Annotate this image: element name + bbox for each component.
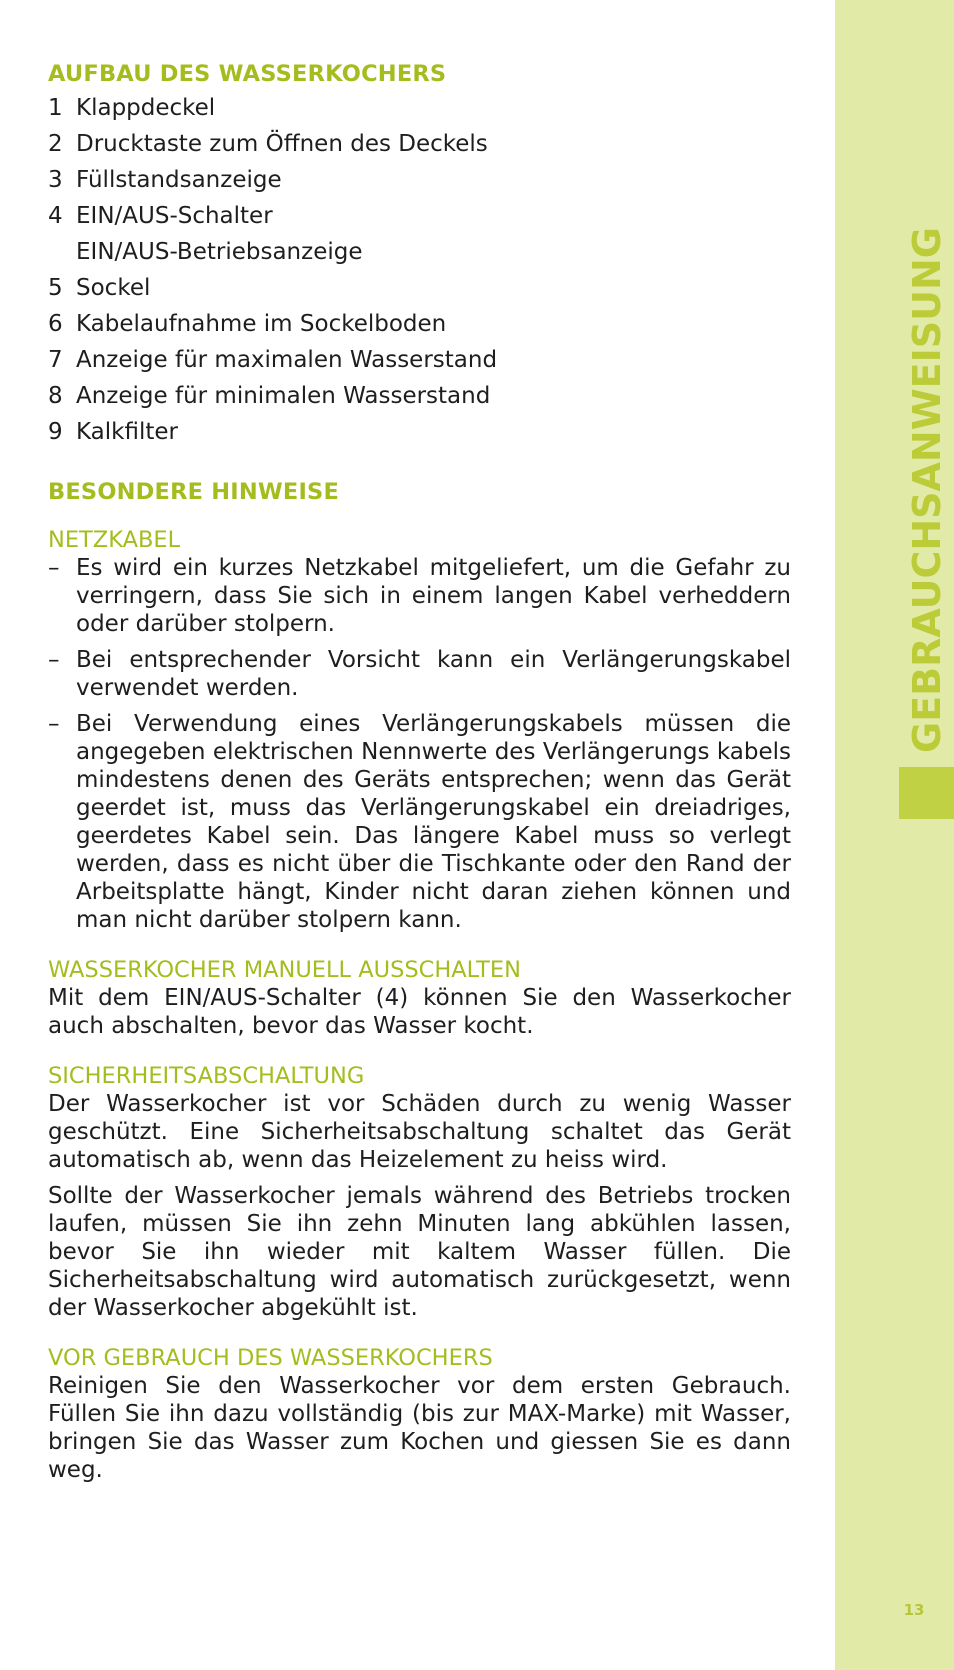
paragraph-vorgebrauch: Reinigen Sie den Wasserkocher vor dem ersten Gebrauch. Füllen Sie ihn dazu vollständig (bis zur MAX-Marke) mit Wasser, bringen Sie das Wasser zum Kochen und giessen Sie es dann weg. [48, 1373, 791, 1483]
paragraph-sicherheit-2: Sollte der Wasserkocher jemals während des Betriebs trocken laufen, müssen Sie ihn zehn Minuten lang abkühlen lassen, bevor Sie ihn wieder mit kaltem Wasser füllen. Die Sicherheitsabschaltung wird automatisch zurückgesetzt, wenn der Wasserkocher abgekühlt ist. [48, 1183, 791, 1321]
list-item: – Bei entsprechender Vorsicht kann ein Verlängerungskabel verwendet werden. [48, 647, 791, 701]
paragraph-sicherheit-1: Der Wasserkocher ist vor Schäden durch zu wenig Wasser geschützt. Eine Sicherheitsabschaltung schaltet das Gerät automatisch ab, wenn das Heizelement zu heiss wird. [48, 1091, 791, 1173]
list-item: 8 Anzeige für minimalen Wasserstand [48, 383, 491, 409]
page-number: 13 [903, 1601, 925, 1619]
list-item: 5 Sockel [48, 275, 151, 301]
tab-marker [899, 767, 954, 819]
list-item: 1 Klappdeckel [48, 95, 216, 121]
list-item: 7 Anzeige für maximalen Wasserstand [48, 347, 498, 373]
main-content [48, 58, 791, 1492]
list-item: 2 Drucktaste zum Öffnen des Deckels [48, 131, 488, 157]
list-item: 9 Kalkfilter [48, 419, 178, 445]
subheading-vorgebrauch: VOR GEBRAUCH DES WASSERKOCHERS [48, 1345, 493, 1371]
list-item: – Bei Verwendung eines Verlängerungskabels müssen die angegeben elektrischen Nennwerte des Verlängerungs kabels mindestens denen des Geräts entsprechen; wenn das Gerät geerdet ist, muss das Verlängerungskabel ein dreiadriges, geerdetes Kabel sein. Das längere Kabel muss so verlegt werden, dass es nicht über die Tischkante oder den Rand der Arbeitsplatte hängt, Kinder nicht daran ziehen können und man nicht darüber stolpern kann. [48, 711, 791, 933]
section-title-aufbau: AUFBAU DES WASSERKOCHERS [48, 61, 447, 87]
paragraph-manuell: Mit dem EIN/AUS-Schalter (4) können Sie den Wasserkocher auch abschalten, bevor das Wasser kocht. [48, 985, 791, 1039]
list-item: 4 EIN/AUS-Schalter [48, 203, 273, 229]
section-tab [899, 0, 954, 820]
netzkabel-list [48, 554, 791, 934]
subheading-netzkabel: NETZKABEL [48, 527, 181, 553]
list-item: 6 Kabelaufnahme im Sockelboden [48, 311, 447, 337]
list-item: 3 Füllstandsanzeige [48, 167, 282, 193]
subheading-sicherheit: SICHERHEITSABSCHALTUNG [48, 1063, 365, 1089]
tab-label: GEBRAUCHSANWEISUNG [905, 227, 949, 753]
subheading-manuell: WASSERKOCHER MANUELL AUSSCHALTEN [48, 957, 521, 983]
list-item: EIN/AUS-Betriebsanzeige [76, 239, 363, 265]
parts-list [48, 90, 791, 450]
section-title-hinweise: BESONDERE HINWEISE [48, 479, 340, 505]
list-item: – Es wird ein kurzes Netzkabel mitgeliefert, um die Gefahr zu verringern, dass Sie sich in einem langen Kabel verheddern oder darüber stolpern. [48, 555, 791, 637]
